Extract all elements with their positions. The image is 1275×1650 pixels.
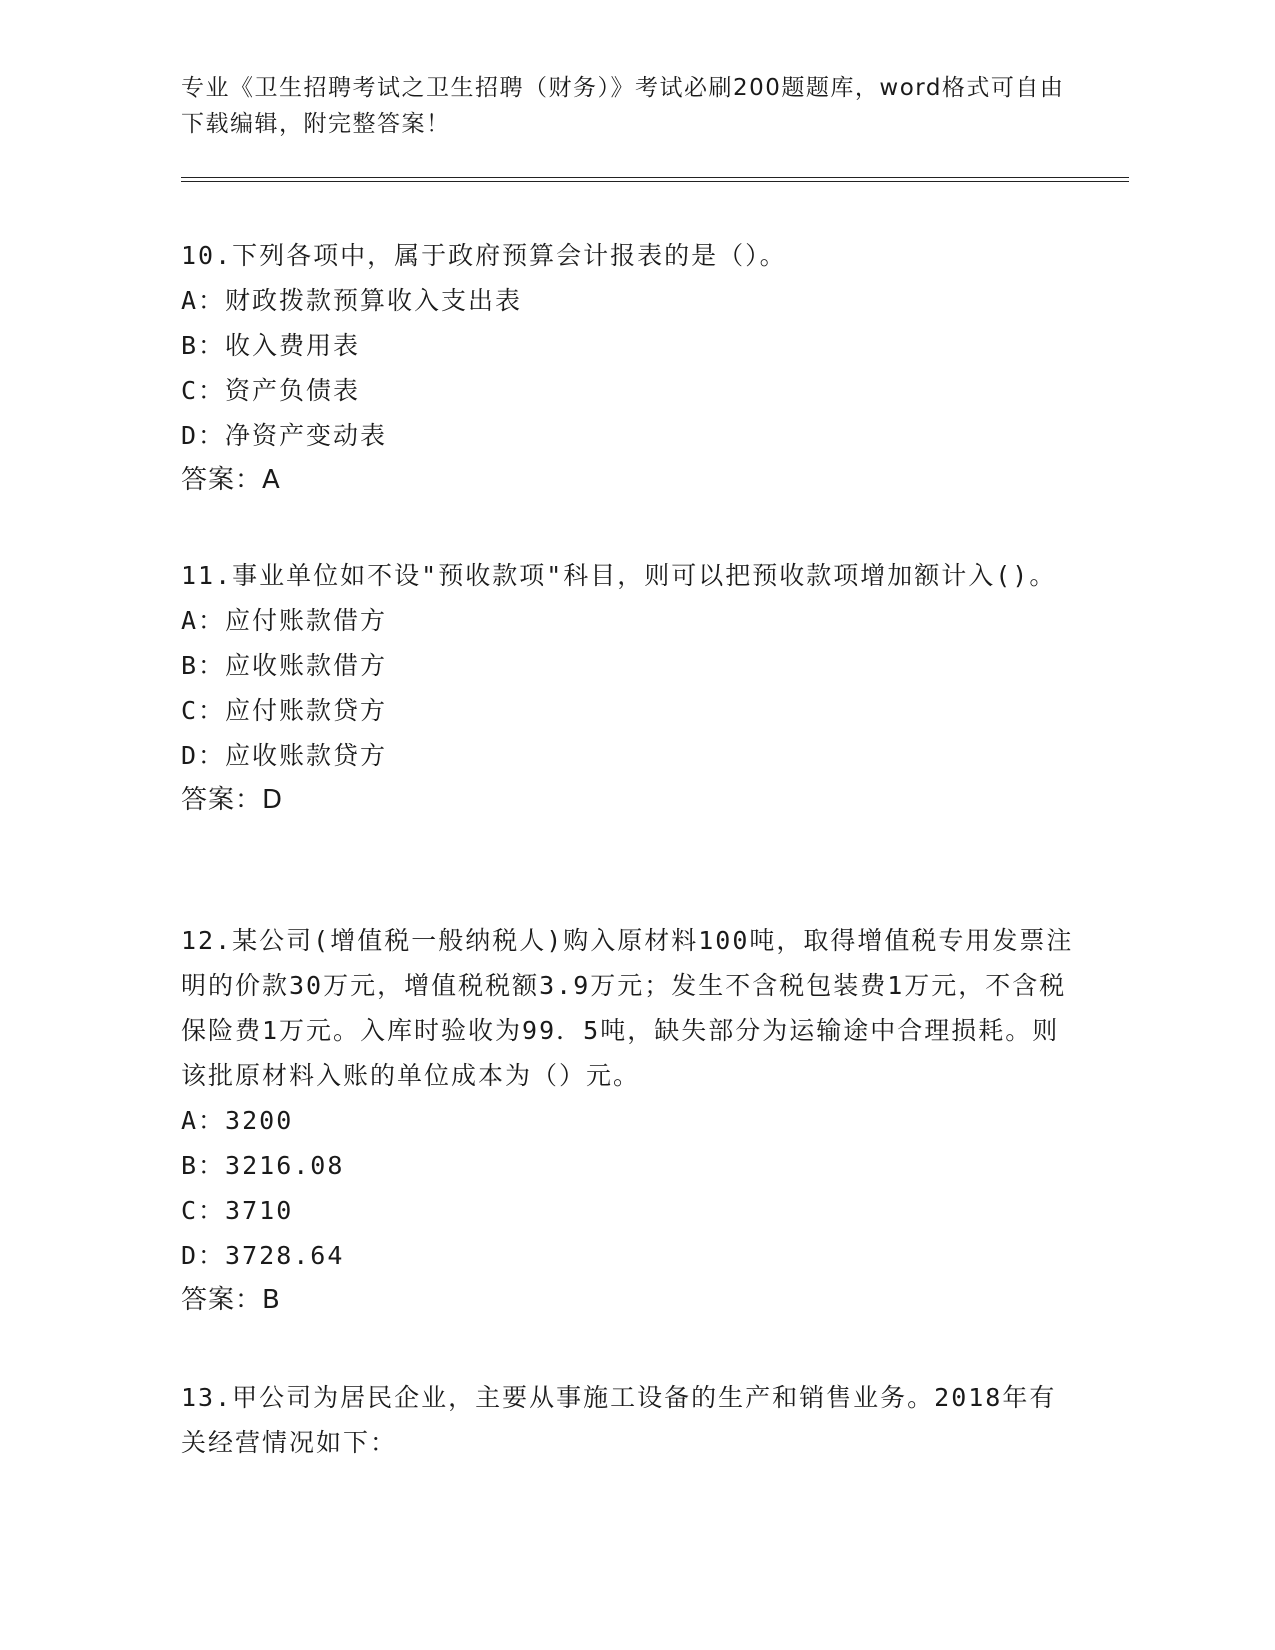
answer-label: 答案：D bbox=[181, 785, 284, 815]
question-11 bbox=[181, 553, 1081, 823]
option-d: D：应收账款贷方 bbox=[181, 741, 388, 770]
question-12 bbox=[181, 918, 1081, 1323]
option-a: A：财政拨款预算收入支出表 bbox=[181, 286, 523, 315]
option-b: B：应收账款借方 bbox=[181, 651, 388, 680]
header-divider-bottom bbox=[181, 181, 1129, 182]
option-a: A：3200 bbox=[181, 1106, 294, 1135]
document-intro: 专业《卫生招聘考试之卫生招聘（财务）》考试必刷200题题库，word格式可自由下载编辑，附完整答案！ bbox=[181, 75, 1065, 137]
option-d: D：3728.64 bbox=[181, 1241, 345, 1270]
answer-label: 答案：B bbox=[181, 1285, 281, 1315]
question-stem: 10.下列各项中，属于政府预算会计报表的是（）。 bbox=[181, 241, 787, 270]
question-10 bbox=[181, 233, 1081, 503]
option-d: D：净资产变动表 bbox=[181, 421, 388, 450]
option-b: B：收入费用表 bbox=[181, 331, 361, 360]
answer-label: 答案：A bbox=[181, 465, 281, 495]
option-c: C：资产负债表 bbox=[181, 376, 361, 405]
header-divider-top bbox=[181, 177, 1129, 178]
question-stem: 13.甲公司为居民企业，主要从事施工设备的生产和销售业务。2018年有关经营情况如下： bbox=[181, 1383, 1057, 1457]
option-c: C：应付账款贷方 bbox=[181, 696, 388, 725]
question-13 bbox=[181, 1375, 1081, 1465]
option-a: A：应付账款借方 bbox=[181, 606, 388, 635]
question-stem: 11.事业单位如不设"预收款项"科目，则可以把预收款项增加额计入()。 bbox=[181, 561, 1057, 590]
question-stem: 12.某公司(增值税一般纳税人)购入原材料100吨，取得增值税专用发票注明的价款30万元，增值税税额3.9万元；发生不含税包装费1万元，不含税保险费1万元。入库时验收为99．5吨，缺失部分为运输途中合理损耗。则该批原材料入账的单位成本为（）元。 bbox=[181, 926, 1074, 1090]
option-b: B：3216.08 bbox=[181, 1151, 345, 1180]
option-c: C：3710 bbox=[181, 1196, 294, 1225]
